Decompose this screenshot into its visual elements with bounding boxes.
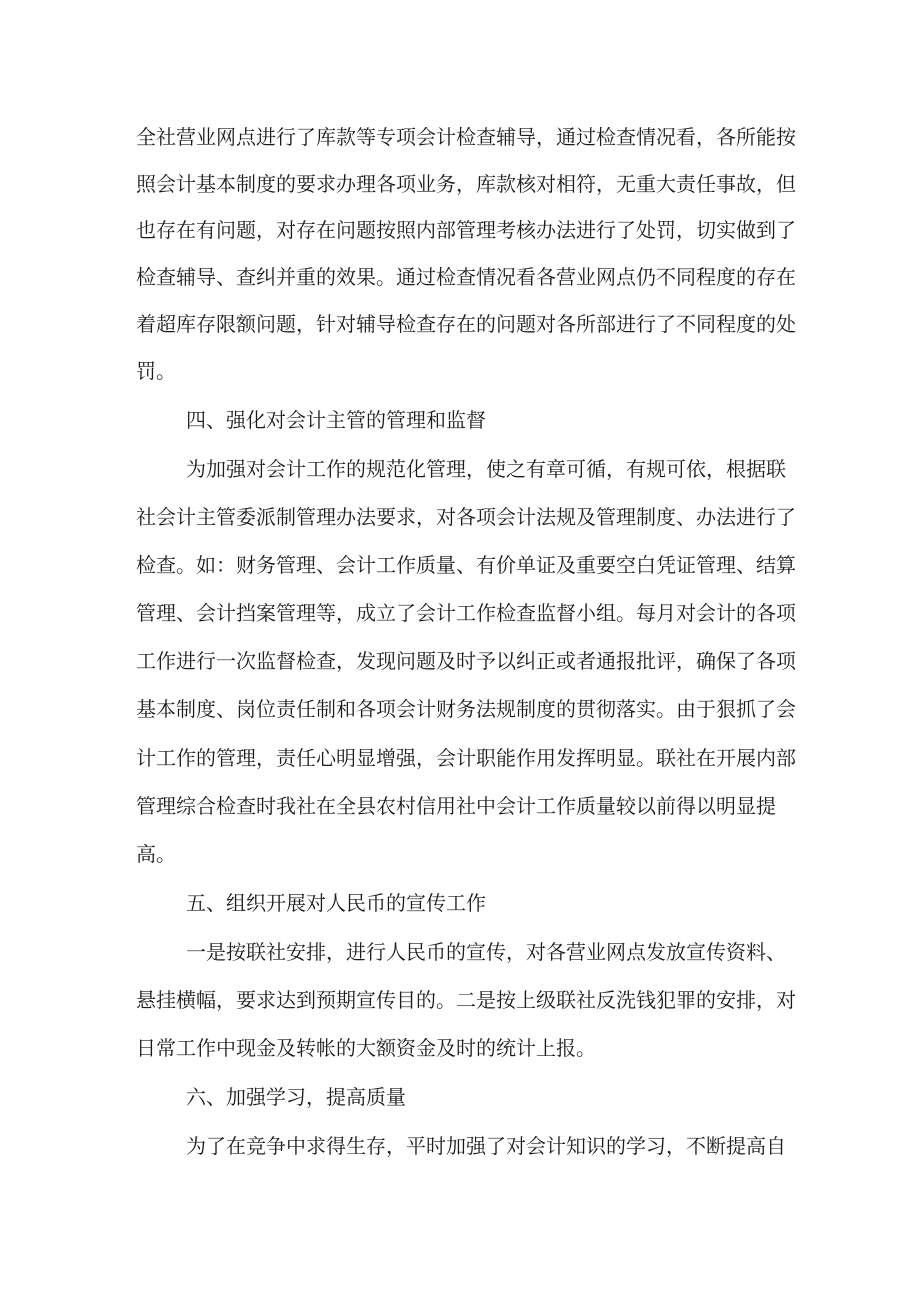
paragraph-2-line-3: 检查。如：财务管理、会计工作质量、有价单证及重要空白凭证管理、结算 [136, 553, 796, 577]
paragraph-2-line-5: 工作进行一次监督检查，发现问题及时予以纠正或者通报批评，确保了各项 [136, 649, 796, 673]
paragraph-2-line-9: 高。 [136, 842, 176, 866]
paragraph-2-line-8: 管理综合检查时我社在全县农村信用社中会计工作质量较以前得以明显提 [136, 794, 776, 818]
paragraph-2-line-7: 计工作的管理，责任心明显增强，会计职能作用发挥明显。联社在开展内部 [136, 746, 796, 770]
paragraph-3-line-2: 悬挂横幅，要求达到预期宣传目的。二是按上级联社反洗钱犯罪的安排，对 [136, 988, 796, 1012]
section-heading-6: 六、加强学习，提高质量 [186, 1085, 406, 1109]
section-heading-4: 四、强化对会计主管的管理和监督 [186, 408, 486, 432]
paragraph-1-line-5: 着超库存限额问题，针对辅导检查存在的问题对各所部进行了不同程度的处 [136, 312, 796, 336]
paragraph-1-line-1: 全社营业网点进行了库款等专项会计检查辅导，通过检查情况看，各所能按 [136, 125, 796, 149]
paragraph-1-line-3: 也存在有问题，对存在问题按照内部管理考核办法进行了处罚，切实做到了 [136, 218, 796, 242]
paragraph-1-line-2: 照会计基本制度的要求办理各项业务，库款核对相符，无重大责任事故，但 [136, 172, 796, 196]
paragraph-2-line-2: 社会计主管委派制管理办法要求，对各项会计法规及管理制度、办法进行了 [136, 505, 796, 529]
section-heading-5: 五、组织开展对人民币的宣传工作 [186, 891, 486, 915]
paragraph-3-line-3: 日常工作中现金及转帐的大额资金及时的统计上报。 [136, 1036, 596, 1060]
paragraph-2-line-4: 管理、会计挡案管理等，成立了会计工作检查监督小组。每月对会计的各项 [136, 601, 796, 625]
paragraph-2-line-6: 基本制度、岗位责任制和各项会计财务法规制度的贯彻落实。由于狠抓了会 [136, 697, 796, 721]
paragraph-3-line-1: 一是按联社安排，进行人民币的宣传，对各营业网点发放宣传资料、 [186, 940, 786, 964]
paragraph-1-line-6: 罚。 [136, 359, 176, 383]
paragraph-4-line-1: 为了在竞争中求得生存，平时加强了对会计知识的学习，不断提高自 [186, 1134, 786, 1158]
paragraph-2-line-1: 为加强对会计工作的规范化管理，使之有章可循，有规可依，根据联 [186, 457, 786, 481]
paragraph-1-line-4: 检查辅导、查纠并重的效果。通过检查情况看各营业网点仍不同程度的存在 [136, 265, 796, 289]
